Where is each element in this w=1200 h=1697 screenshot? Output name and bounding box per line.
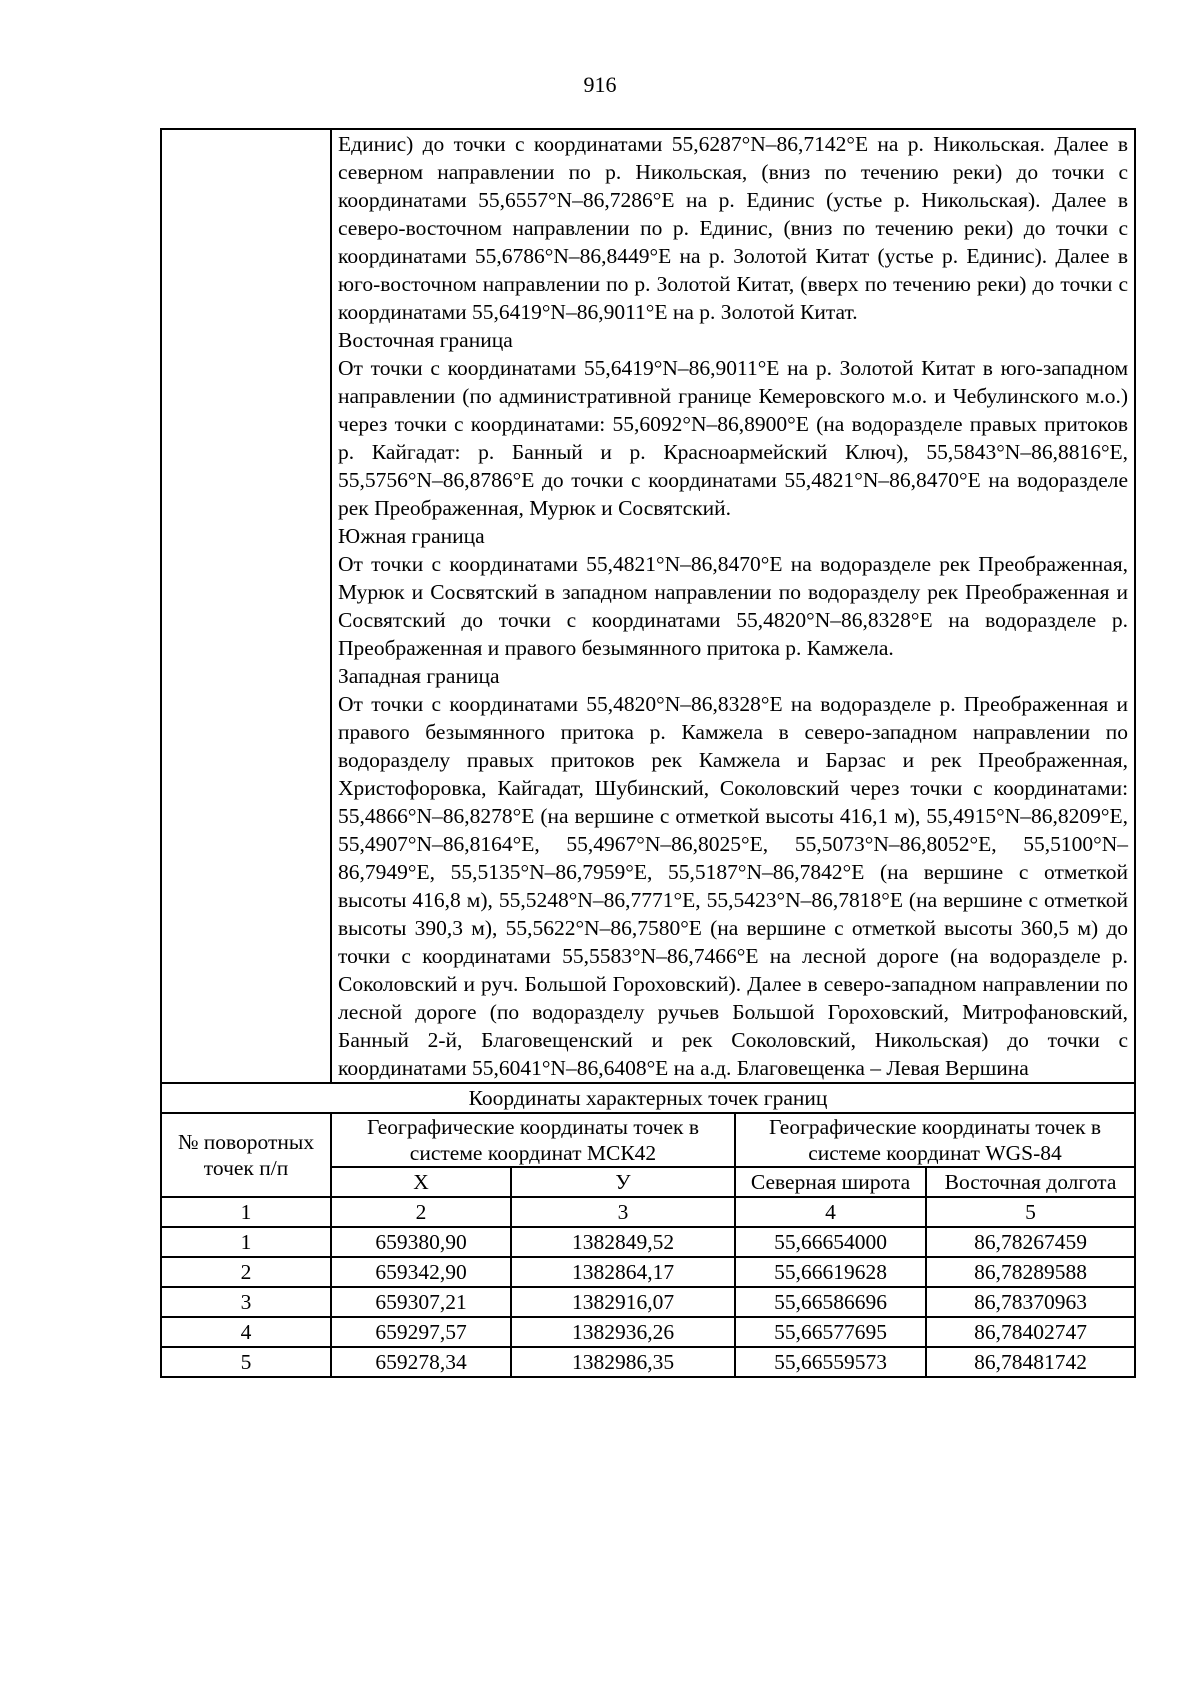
description-intro: Единис) до точки с координатами 55,6287°N–86,7142°E на р. Никольская. Далее в северном направлении по р. Никольская, (вниз по течению реки) до точки с координатами 55,6557°N–86,7286°E на р. Единис (устье р. Никольская). Далее в северо-восточном направлении по р. Единис, (вниз по течению реки) до точки с координатами 55,6786°N–86,8449°E на р. Золотой Китат (устье р. Единис). Далее в юго-восточном направлении по р. Золотой Китат, (вверх по течению реки) до точки с координатами 55,6419°N–86,9011°E на р. Золотой Китат. — [338, 132, 1129, 324]
wgs-longitude: 86,78402747 — [926, 1317, 1135, 1347]
south-boundary-title: Южная граница — [338, 524, 485, 548]
boundary-table — [160, 128, 1136, 1378]
wgs-longitude: 86,78481742 — [926, 1347, 1135, 1377]
wgs-latitude: 55,66654000 — [735, 1227, 926, 1257]
column-numbers-row — [161, 1197, 1135, 1227]
header-point-number: № поворотных точек п/п — [161, 1113, 331, 1197]
msk-x: 659278,34 — [331, 1347, 511, 1377]
msk-y: 1382849,52 — [511, 1227, 735, 1257]
east-boundary-text: От точки с координатами 55,6419°N–86,9011°E на р. Золотой Китат в юго-западном направлении (по административной границе Кемеровского м.о. и Чебулинского м.о.) через точки с координатами: 55,6092°N–86,8900°E (на водоразделе правых притоков р. Кайгадат: р. Банный и р. Красноармейский Ключ), 55,5843°N–86,8816°E, 55,5756°N–86,8786°E до точки с координатами 55,4821°N–86,8470°E на водоразделе рек Преображенная, Мурюк и Сосвятский. — [338, 356, 1129, 520]
description-left-cell — [161, 129, 331, 1083]
wgs-latitude: 55,66619628 — [735, 1257, 926, 1287]
msk-x: 659307,21 — [331, 1287, 511, 1317]
header-wgs84: Географические координаты точек в системе координат WGS-84 — [735, 1113, 1135, 1167]
west-boundary-text: От точки с координатами 55,4820°N–86,8328°E на водоразделе р. Преображенная и правого безымянного притока р. Камжела в северо-западном направлении по водоразделу правых притоков рек Камжела и Барзас и рек Преображенная, Христофоровка, Кайгадат, Шубинский, Соколовский через точки с координатами: 55,4866°N–86,8278°E (на вершине с отметкой высоты 416,1 м), 55,4915°N–86,8209°E, 55,4907°N–86,8164°E, 55,4967°N–86,8025°E, 55,5073°N–86,8052°E, 55,5100°N–86,7949°E, 55,5135°N–86,7959°E, 55,5187°N–86,7842°E (на вершине с отметкой высоты 416,8 м), 55,5248°N–86,7771°E, 55,5423°N–86,7818°E (на вершине с отметкой высоты 390,3 м), 55,5622°N–86,7580°E (на вершине с отметкой высоты 360,5 м) до точки с координатами 55,5583°N–86,7466°E на лесной дороге (на водоразделе р. Соколовский и руч. Большой Гороховский). Далее в северо-западном направлении по лесной дороге (по водоразделу ручьев Большой Гороховский, Митрофановский, Банный 2-й, Благовещенский и рек Соколовский, Никольская) до точки с координатами 55,6041°N–86,6408°E на а.д. Благовещенка – Левая Вершина — [338, 692, 1129, 1080]
wgs-longitude: 86,78267459 — [926, 1227, 1135, 1257]
subheader-y: У — [511, 1167, 735, 1197]
column-number: 5 — [926, 1197, 1135, 1227]
msk-x: 659342,90 — [331, 1257, 511, 1287]
point-number: 5 — [161, 1347, 331, 1377]
table-row — [161, 1317, 1135, 1347]
coords-table-title: Координаты характерных точек границ — [161, 1083, 1135, 1113]
description-cell — [331, 129, 1135, 1083]
msk-y: 1382986,35 — [511, 1347, 735, 1377]
msk-x: 659380,90 — [331, 1227, 511, 1257]
wgs-longitude: 86,78370963 — [926, 1287, 1135, 1317]
table-row — [161, 1257, 1135, 1287]
wgs-latitude: 55,66586696 — [735, 1287, 926, 1317]
column-number: 3 — [511, 1197, 735, 1227]
subheader-latitude: Северная широта — [735, 1167, 926, 1197]
column-number: 1 — [161, 1197, 331, 1227]
wgs-longitude: 86,78289588 — [926, 1257, 1135, 1287]
subheader-x: X — [331, 1167, 511, 1197]
msk-y: 1382864,17 — [511, 1257, 735, 1287]
table-row — [161, 1287, 1135, 1317]
column-number: 2 — [331, 1197, 511, 1227]
wgs-latitude: 55,66559573 — [735, 1347, 926, 1377]
south-boundary-text: От точки с координатами 55,4821°N–86,8470°E на водоразделе рек Преображенная, Мурюк и Сосвятский в западном направлении по водоразделу рек Преображенная и Сосвятский до точки с координатами 55,4820°N–86,8328°E на водоразделе р. Преображенная и правого безымянного притока р. Камжела. — [338, 552, 1129, 660]
description-row — [161, 129, 1135, 1083]
coords-header-row — [161, 1113, 1135, 1167]
table-row — [161, 1347, 1135, 1377]
msk-y: 1382936,26 — [511, 1317, 735, 1347]
point-number: 2 — [161, 1257, 331, 1287]
msk-x: 659297,57 — [331, 1317, 511, 1347]
point-number: 1 — [161, 1227, 331, 1257]
west-boundary-title: Западная граница — [338, 664, 500, 688]
east-boundary-title: Восточная граница — [338, 328, 513, 352]
coords-title-row — [161, 1083, 1135, 1113]
page-number: 916 — [583, 72, 617, 97]
table-row — [161, 1227, 1135, 1257]
msk-y: 1382916,07 — [511, 1287, 735, 1317]
column-number: 4 — [735, 1197, 926, 1227]
wgs-latitude: 55,66577695 — [735, 1317, 926, 1347]
header-msk42: Географические координаты точек в системе координат МСК42 — [331, 1113, 735, 1167]
point-number: 3 — [161, 1287, 331, 1317]
subheader-longitude: Восточная долгота — [926, 1167, 1135, 1197]
point-number: 4 — [161, 1317, 331, 1347]
